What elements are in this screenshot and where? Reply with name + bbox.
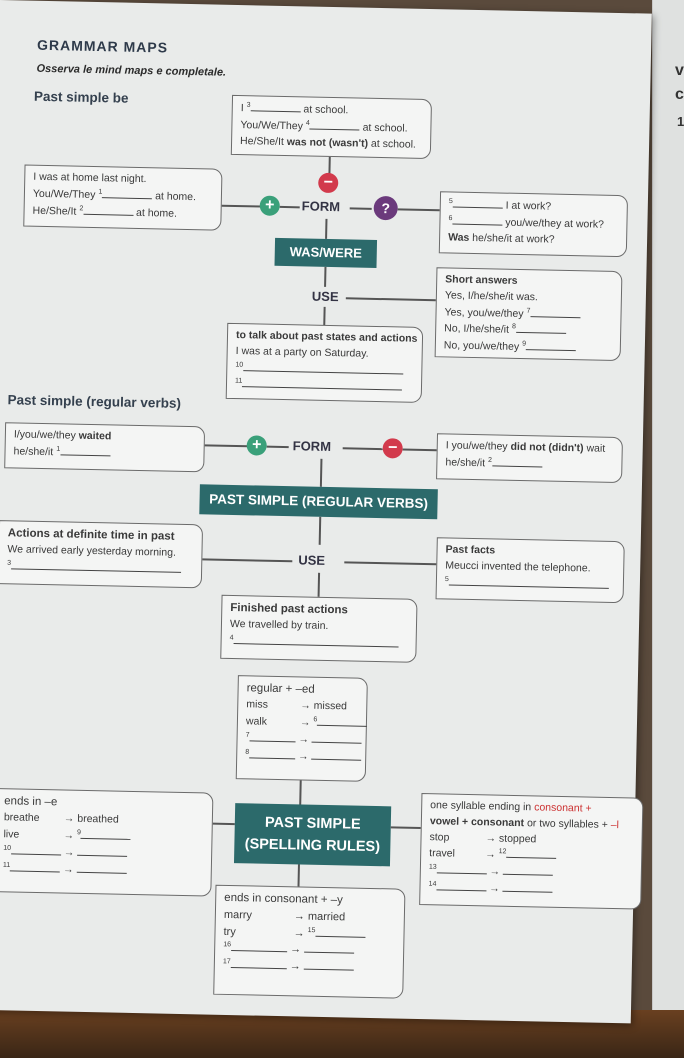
answer-blank[interactable] bbox=[77, 845, 127, 857]
ends-y-title: ends in consonant + –y bbox=[224, 891, 343, 907]
answer-blank[interactable] bbox=[449, 574, 609, 588]
actions-title: Actions at definite time in past bbox=[7, 527, 175, 543]
blank-number: 6 bbox=[448, 214, 453, 222]
connector bbox=[325, 219, 327, 239]
arrow-icon: → bbox=[486, 882, 503, 895]
blank-number: 3 bbox=[246, 101, 251, 109]
question-icon: ? bbox=[373, 196, 397, 220]
base-verb: live bbox=[3, 828, 20, 841]
connector bbox=[346, 297, 436, 300]
text: No, you/we/they bbox=[443, 339, 520, 353]
answer-blank[interactable] bbox=[233, 633, 398, 647]
text: He/She/It bbox=[32, 204, 77, 218]
answer-blank[interactable] bbox=[304, 958, 354, 970]
base-verb: stop bbox=[429, 830, 450, 844]
colored-text: consonant + bbox=[534, 801, 592, 815]
use-example: I was at a party on Saturday. bbox=[235, 344, 369, 360]
regular-negative-box bbox=[436, 433, 623, 483]
past-verb: married bbox=[307, 910, 346, 924]
connector bbox=[202, 558, 292, 561]
answer-blank[interactable] bbox=[516, 322, 566, 334]
text: Yes, I/he/she/it was. bbox=[444, 289, 539, 304]
finished-actions-box bbox=[220, 595, 417, 663]
arrow-icon: → bbox=[485, 831, 497, 845]
banner-line: (SPELLING RULES) bbox=[244, 836, 381, 856]
text: I/you/we/they bbox=[13, 428, 76, 442]
connector bbox=[324, 267, 326, 287]
blank-number: 7 bbox=[526, 307, 531, 315]
answer-blank[interactable] bbox=[503, 880, 553, 892]
connector bbox=[398, 208, 440, 210]
text: No, I/he/she/it bbox=[444, 322, 510, 336]
answer-blank[interactable] bbox=[231, 940, 287, 952]
be-question-box bbox=[439, 191, 628, 257]
regular-ed-box bbox=[236, 675, 368, 782]
text: I was at home last night. bbox=[33, 170, 147, 186]
arrow-icon: → bbox=[286, 959, 304, 973]
actions-example: We arrived early yesterday morning. bbox=[7, 543, 177, 560]
blank-number: 2 bbox=[79, 204, 84, 212]
past-verb: missed bbox=[313, 699, 348, 713]
text: at home. bbox=[135, 206, 178, 220]
connector bbox=[205, 444, 249, 446]
connector bbox=[350, 207, 372, 209]
text: he/she/it at work? bbox=[472, 231, 555, 246]
section-title-regular: Past simple (regular verbs) bbox=[7, 392, 182, 411]
connector bbox=[403, 449, 437, 451]
arrow-icon: → bbox=[63, 829, 75, 842]
connector bbox=[343, 447, 383, 449]
connector bbox=[222, 205, 262, 207]
answer-blank[interactable] bbox=[76, 861, 126, 873]
minus-icon: − bbox=[318, 173, 338, 193]
answer-blank[interactable] bbox=[452, 213, 502, 225]
answer-blank[interactable] bbox=[530, 306, 580, 318]
text: He/She/It bbox=[239, 134, 285, 148]
base-verb: walk bbox=[245, 715, 268, 728]
instruction: Osserva le mind maps e completale. bbox=[36, 62, 227, 79]
page-title: GRAMMAR MAPS bbox=[36, 36, 169, 56]
blank-number: 16 bbox=[223, 941, 232, 949]
text: at school. bbox=[362, 121, 408, 135]
text: wait bbox=[586, 442, 606, 455]
text: at school. bbox=[303, 103, 349, 117]
blank-number: 10 bbox=[3, 844, 12, 852]
answer-blank[interactable] bbox=[83, 203, 133, 215]
blank-number: 4 bbox=[229, 634, 234, 642]
text: at school. bbox=[370, 137, 417, 151]
text: You/We/They bbox=[32, 187, 96, 201]
ends-e-box bbox=[0, 788, 213, 897]
answer-blank[interactable] bbox=[310, 118, 360, 130]
blank-number: 9 bbox=[76, 829, 81, 837]
text: You/We/They bbox=[240, 118, 304, 133]
past-verb: stopped bbox=[498, 832, 537, 845]
text: he/she/it bbox=[445, 456, 486, 470]
base-verb: miss bbox=[246, 698, 269, 712]
bold-text: waited bbox=[78, 429, 112, 443]
answer-blank[interactable] bbox=[60, 444, 110, 456]
answer-blank[interactable] bbox=[243, 360, 403, 374]
text: I bbox=[240, 102, 244, 115]
blank-number: 1 bbox=[56, 445, 61, 453]
blank-number: 11 bbox=[234, 377, 243, 385]
arrow-icon: → bbox=[300, 699, 311, 712]
answer-blank[interactable] bbox=[492, 455, 542, 467]
bold-text: was not (wasn't) bbox=[286, 135, 369, 150]
past-verb: breathed bbox=[77, 813, 119, 826]
arrow-icon: → bbox=[59, 862, 77, 876]
regular-affirmative-box bbox=[4, 422, 205, 472]
answer-blank[interactable] bbox=[11, 558, 181, 573]
blank-number: 8 bbox=[245, 748, 250, 756]
adjacent-char: v bbox=[675, 62, 684, 79]
connector bbox=[299, 780, 301, 804]
connector bbox=[213, 823, 235, 825]
text: or two syllables + bbox=[526, 816, 608, 831]
answer-blank[interactable] bbox=[81, 828, 131, 840]
blank-number: 1 bbox=[98, 188, 103, 196]
bold-text: did not (didn't) bbox=[510, 440, 584, 455]
short-answers-box bbox=[435, 267, 623, 361]
form-label: FORM bbox=[292, 438, 332, 455]
arrow-icon: → bbox=[485, 848, 496, 861]
answer-blank[interactable] bbox=[315, 926, 365, 938]
text: I at work? bbox=[505, 199, 552, 213]
arrow-icon: → bbox=[293, 910, 305, 923]
blank-number: 5 bbox=[444, 575, 449, 583]
arrow-icon: → bbox=[60, 846, 78, 859]
arrow-icon: → bbox=[295, 749, 312, 763]
answer-blank[interactable] bbox=[506, 847, 556, 859]
blank-number: 13 bbox=[428, 863, 437, 871]
blank-number: 15 bbox=[307, 926, 316, 934]
banner-line: PAST SIMPLE bbox=[264, 814, 361, 833]
connector bbox=[320, 459, 322, 487]
plus-icon: + bbox=[247, 435, 267, 455]
blank-number: 8 bbox=[511, 323, 516, 331]
blank-number: 10 bbox=[235, 361, 244, 369]
answer-blank[interactable] bbox=[311, 748, 361, 760]
answer-blank[interactable] bbox=[453, 197, 503, 209]
answer-blank[interactable] bbox=[250, 100, 300, 112]
past-facts-box bbox=[436, 537, 625, 603]
base-verb: travel bbox=[429, 847, 456, 860]
form-label: FORM bbox=[301, 198, 341, 215]
be-use-box bbox=[226, 323, 424, 403]
plus-icon: + bbox=[260, 195, 280, 215]
connector bbox=[319, 517, 321, 545]
connector bbox=[391, 826, 421, 828]
colored-text: –l bbox=[610, 818, 620, 831]
answer-blank[interactable] bbox=[503, 864, 553, 876]
banner-was-were: WAS/WERE bbox=[274, 238, 377, 268]
finished-example: We travelled by train. bbox=[229, 618, 329, 633]
answer-blank[interactable] bbox=[102, 187, 152, 199]
one-syllable-box bbox=[419, 793, 643, 910]
answer-blank[interactable] bbox=[10, 860, 60, 872]
use-title: to talk about past states and actions bbox=[235, 329, 418, 345]
be-affirmative-box bbox=[23, 165, 222, 231]
section-title-be: Past simple be bbox=[33, 88, 129, 106]
answer-blank[interactable] bbox=[249, 730, 295, 742]
blank-number: 2 bbox=[488, 456, 493, 464]
text: you/we/they at work? bbox=[505, 216, 605, 231]
arrow-icon: → bbox=[293, 927, 305, 940]
blank-number: 4 bbox=[305, 119, 310, 127]
adjacent-char: c bbox=[675, 86, 684, 103]
use-label: USE bbox=[298, 552, 326, 568]
minus-icon: − bbox=[382, 438, 402, 458]
connector bbox=[344, 561, 436, 564]
text: he/she/it bbox=[13, 445, 54, 458]
arrow-icon: → bbox=[486, 865, 504, 878]
base-verb: try bbox=[223, 925, 236, 938]
answer-blank[interactable] bbox=[436, 879, 486, 891]
connector bbox=[267, 446, 289, 448]
banner-past-simple-regular: PAST SIMPLE (REGULAR VERBS) bbox=[199, 484, 438, 519]
blank-number: 5 bbox=[448, 197, 453, 206]
bold-text: Was bbox=[448, 230, 470, 244]
arrow-icon: → bbox=[286, 943, 305, 956]
arrow-icon: → bbox=[63, 812, 75, 825]
arrow-icon: → bbox=[299, 716, 311, 729]
connector bbox=[298, 864, 300, 886]
answer-blank[interactable] bbox=[317, 715, 367, 727]
base-verb: marry bbox=[223, 909, 253, 922]
adjacent-page bbox=[652, 0, 684, 1010]
text: at home. bbox=[155, 190, 197, 203]
base-verb: breathe bbox=[3, 811, 40, 825]
blank-number: 3 bbox=[7, 559, 12, 567]
bold-text: vowel + consonant bbox=[429, 814, 525, 829]
answer-blank[interactable] bbox=[437, 862, 487, 874]
use-label: USE bbox=[311, 288, 339, 305]
blank-number: 9 bbox=[522, 340, 527, 348]
facts-example: Meucci invented the telephone. bbox=[445, 559, 591, 575]
answer-blank[interactable] bbox=[249, 747, 295, 759]
answer-blank[interactable] bbox=[312, 731, 362, 743]
blank-number: 17 bbox=[222, 957, 231, 966]
facts-title: Past facts bbox=[445, 543, 496, 557]
be-negative-box bbox=[231, 95, 432, 159]
answer-blank[interactable] bbox=[231, 957, 287, 969]
answer-blank[interactable] bbox=[11, 843, 61, 855]
text: I you/we/they bbox=[445, 439, 508, 453]
answer-blank[interactable] bbox=[304, 942, 354, 954]
connector bbox=[318, 573, 320, 597]
ends-e-title: ends in –e bbox=[4, 795, 58, 809]
blank-number: 14 bbox=[428, 880, 437, 888]
finished-title: Finished past actions bbox=[230, 601, 348, 617]
text: one syllable ending in bbox=[430, 799, 532, 814]
blank-number: 6 bbox=[313, 716, 318, 724]
text: Yes, you/we/they bbox=[444, 305, 524, 320]
actions-box bbox=[0, 520, 203, 588]
short-answers-title: Short answers bbox=[445, 273, 518, 287]
regular-ed-title: regular + –ed bbox=[246, 682, 315, 696]
connector bbox=[280, 206, 300, 208]
arrow-icon: → bbox=[295, 733, 312, 746]
answer-blank[interactable] bbox=[242, 376, 402, 390]
blank-number: 11 bbox=[2, 861, 11, 869]
answer-blank[interactable] bbox=[526, 339, 576, 351]
adjacent-char: 1 bbox=[677, 114, 684, 129]
ends-y-box bbox=[213, 885, 405, 999]
blank-number: 7 bbox=[245, 731, 250, 739]
blank-number: 12 bbox=[498, 848, 507, 856]
banner-spelling-rules bbox=[234, 803, 391, 866]
